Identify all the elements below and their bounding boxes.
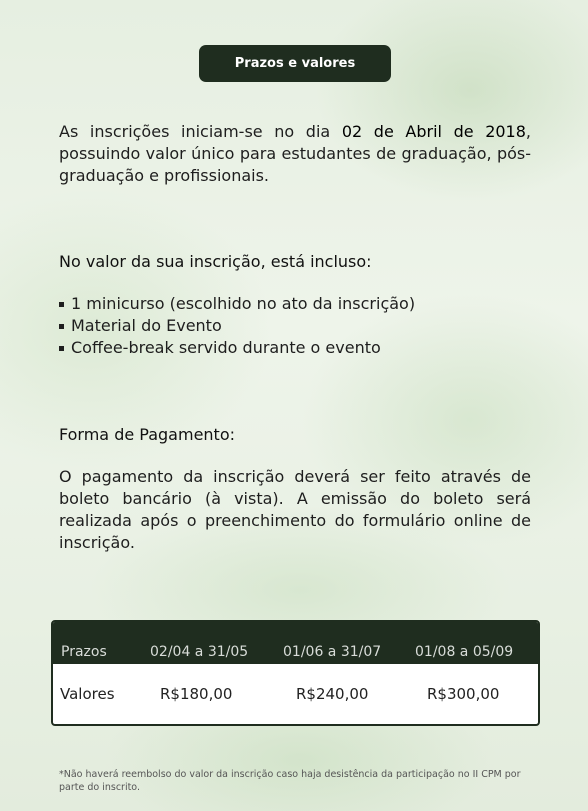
intro-text-before: As inscrições iniciam-se no dia	[59, 122, 342, 141]
intro-paragraph	[59, 121, 531, 187]
bullet-icon	[59, 346, 64, 351]
list-item-label: Coffee-break servido durante o evento	[71, 338, 381, 357]
intro-text-after: , possuindo valor único para estudantes de graduação, pós-graduação e profissionais.	[59, 122, 532, 185]
table-cell: R$240,00	[296, 685, 369, 703]
section-title-pill: Prazos e valores	[199, 45, 391, 82]
payment-heading: Forma de Pagamento:	[59, 425, 235, 444]
intro-date: 02 de Abril de 2018	[341, 122, 526, 141]
list-item	[59, 315, 415, 337]
prices-table	[51, 620, 540, 726]
included-list	[59, 293, 415, 359]
table-header-cell: 02/04 a 31/05	[150, 644, 249, 660]
list-item-label: 1 minicurso (escolhido no ato da inscrição)	[71, 294, 416, 313]
table-header-cell: Prazos	[61, 644, 107, 660]
table-cell: R$300,00	[427, 685, 500, 703]
table-header-row	[53, 622, 538, 664]
list-item	[59, 293, 415, 315]
included-heading: No valor da sua inscrição, está incluso:	[59, 252, 372, 271]
list-item-label: Material do Evento	[71, 316, 222, 335]
list-item	[59, 337, 415, 359]
table-header-cell: 01/08 a 05/09	[415, 644, 514, 660]
table-header-cell: 01/06 a 31/07	[283, 644, 382, 660]
refund-footnote: *Não haverá reembolso do valor da inscrição caso haja desistência da participação no II CPM por parte do inscrito.	[59, 769, 521, 793]
table-cell: R$180,00	[160, 685, 233, 703]
bullet-icon	[59, 324, 64, 329]
table-cell: Valores	[60, 685, 115, 703]
bullet-icon	[59, 302, 64, 307]
payment-paragraph: O pagamento da inscrição deverá ser feito através de boleto bancário (à vista). A emissão do boleto será realizada após o preenchimento do formulário online de inscrição.	[59, 467, 531, 552]
